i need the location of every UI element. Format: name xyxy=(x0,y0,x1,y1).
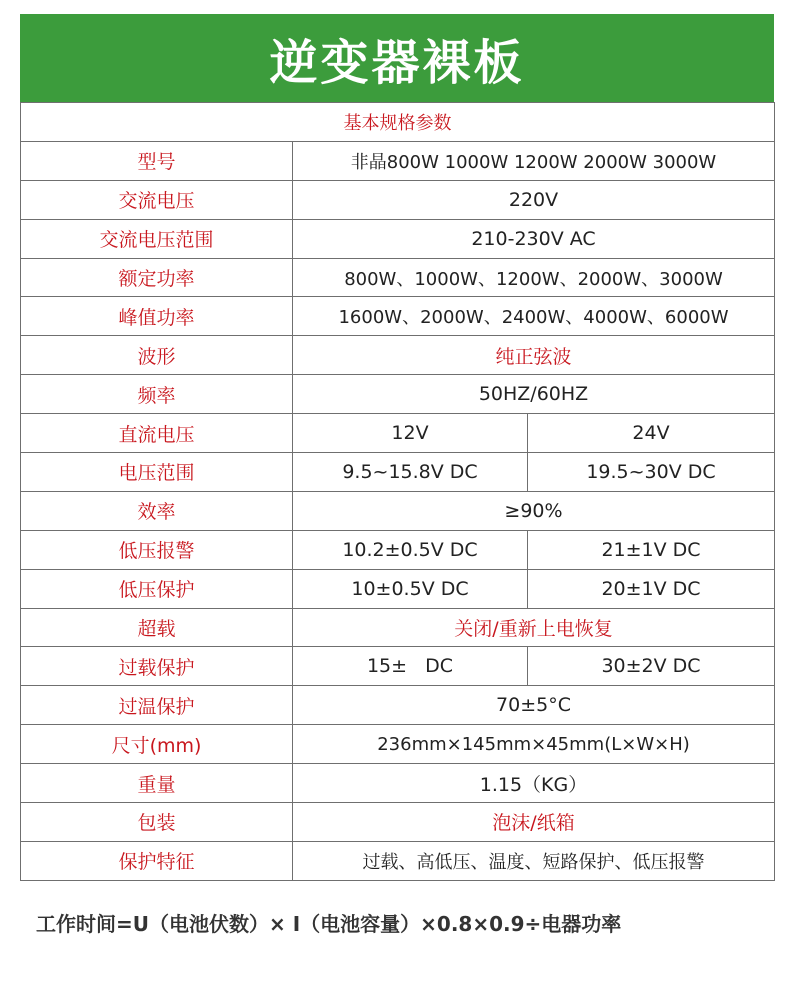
row-value: 关闭/重新上电恢复 xyxy=(293,608,775,647)
row-value: 1600W、2000W、2400W、4000W、6000W xyxy=(293,297,775,336)
row-value: 210-230V AC xyxy=(293,219,775,258)
row-value-12v: 15± DC xyxy=(293,647,528,686)
table-row-model xyxy=(21,141,775,180)
row-value-12v: 10.2±0.5V DC xyxy=(293,530,528,569)
table-row-dc-voltage xyxy=(21,414,775,453)
row-value: ≥90% xyxy=(293,491,775,530)
row-label: 峰值功率 xyxy=(21,297,293,336)
row-value: 220V xyxy=(293,180,775,219)
table-row-low-voltage-alarm xyxy=(21,530,775,569)
row-label: 电压范围 xyxy=(21,453,293,492)
row-value-24v: 19.5~30V DC xyxy=(528,453,775,492)
row-value: 800W、1000W、1200W、2000W、3000W xyxy=(293,258,775,297)
row-value: 70±5°C xyxy=(293,686,775,725)
row-value-24v: 24V xyxy=(528,414,775,453)
row-label: 过载保护 xyxy=(21,647,293,686)
row-value-12v: 12V xyxy=(293,414,528,453)
table-row-overload xyxy=(21,608,775,647)
row-label: 交流电压 xyxy=(21,180,293,219)
row-value: 236mm×145mm×45mm(L×W×H) xyxy=(293,725,775,764)
table-row-weight xyxy=(21,764,775,803)
row-label: 低压保护 xyxy=(21,569,293,608)
table-row-ac-voltage xyxy=(21,180,775,219)
row-label: 尺寸(mm) xyxy=(21,725,293,764)
table-header-row xyxy=(21,103,775,142)
row-label: 重量 xyxy=(21,764,293,803)
table-row-protection-features xyxy=(21,841,775,880)
table-row-low-voltage-protection xyxy=(21,569,775,608)
row-value-12v: 9.5~15.8V DC xyxy=(293,453,528,492)
table-row-dimensions xyxy=(21,725,775,764)
table-row-frequency xyxy=(21,375,775,414)
row-label: 波形 xyxy=(21,336,293,375)
row-value: 纯正弦波 xyxy=(293,336,775,375)
row-value: 1.15（KG） xyxy=(293,764,775,803)
row-label: 效率 xyxy=(21,491,293,530)
row-label: 频率 xyxy=(21,375,293,414)
row-value: 过载、高低压、温度、短路保护、低压报警 xyxy=(293,841,775,880)
table-row-rated-power xyxy=(21,258,775,297)
table-row-overload-protection xyxy=(21,647,775,686)
table-header: 基本规格参数 xyxy=(21,103,775,142)
row-value: 非晶800W 1000W 1200W 2000W 3000W xyxy=(293,141,775,180)
row-label: 超载 xyxy=(21,608,293,647)
row-value-24v: 30±2V DC xyxy=(528,647,775,686)
table-row-efficiency xyxy=(21,491,775,530)
row-label: 过温保护 xyxy=(21,686,293,725)
row-value-24v: 21±1V DC xyxy=(528,530,775,569)
row-label: 包装 xyxy=(21,803,293,842)
row-label: 型号 xyxy=(21,141,293,180)
table-row-over-temp-protection xyxy=(21,686,775,725)
title-banner xyxy=(20,14,774,102)
spec-table xyxy=(20,102,775,881)
table-row-voltage-range xyxy=(21,453,775,492)
row-value-12v: 10±0.5V DC xyxy=(293,569,528,608)
table-row-peak-power xyxy=(21,297,775,336)
row-label: 保护特征 xyxy=(21,841,293,880)
row-label: 直流电压 xyxy=(21,414,293,453)
row-label: 交流电压范围 xyxy=(21,219,293,258)
row-value-24v: 20±1V DC xyxy=(528,569,775,608)
page-title: 逆变器裸板 xyxy=(269,34,525,91)
row-value: 50HZ/60HZ xyxy=(293,375,775,414)
working-time-formula: 工作时间=U（电池伏数）× I（电池容量）×0.8×0.9÷电器功率 xyxy=(36,912,622,936)
row-label: 额定功率 xyxy=(21,258,293,297)
table-row-ac-voltage-range xyxy=(21,219,775,258)
row-label: 低压报警 xyxy=(21,530,293,569)
table-row-waveform xyxy=(21,336,775,375)
table-row-packaging xyxy=(21,803,775,842)
row-value: 泡沫/纸箱 xyxy=(293,803,775,842)
